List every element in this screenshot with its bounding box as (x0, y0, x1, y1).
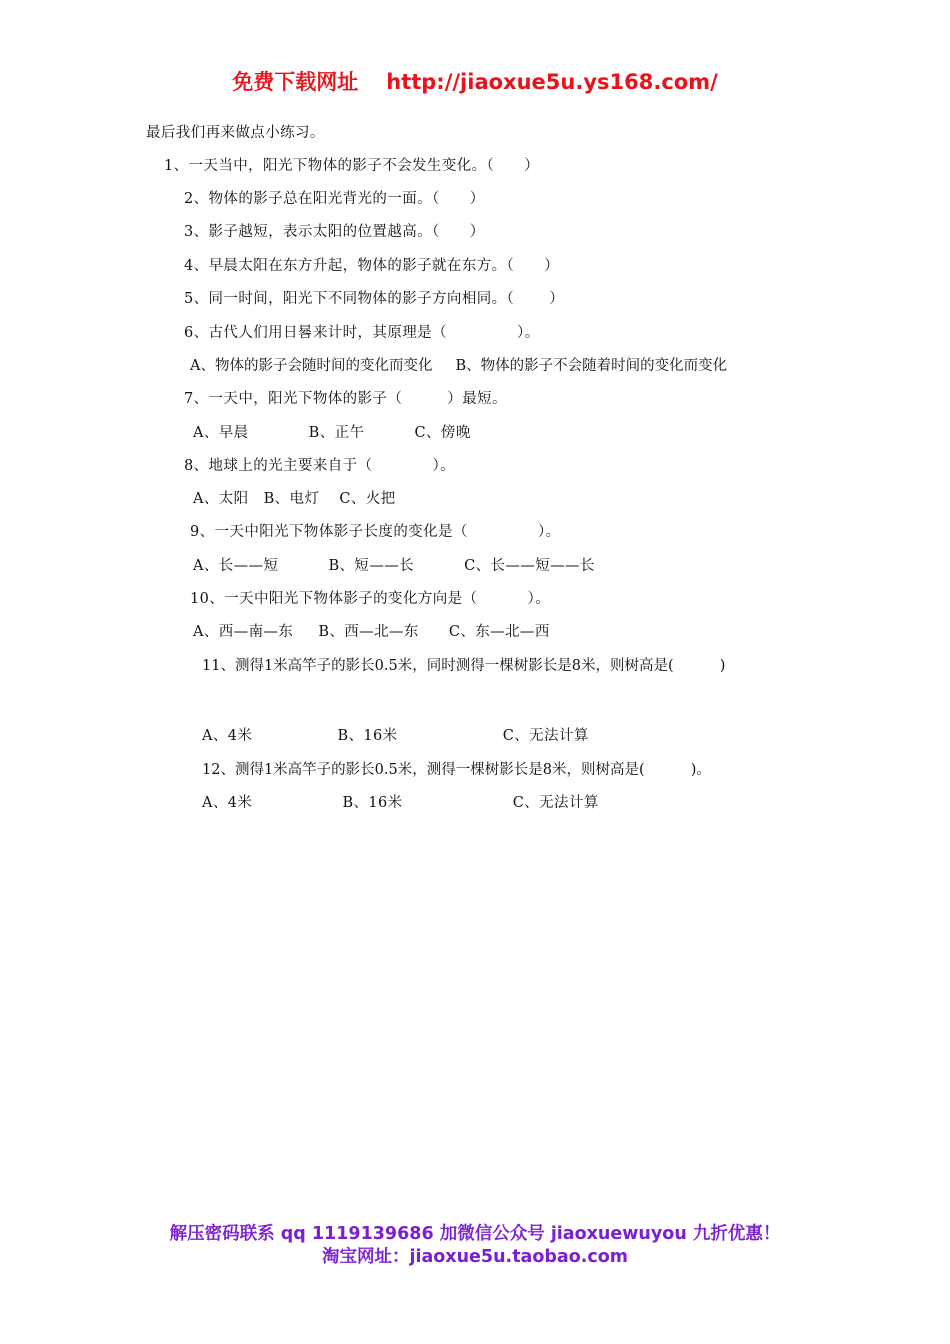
question-1: 1、一天当中，阳光下物体的影子不会发生变化。（ ） (164, 158, 540, 174)
question-11-options: A、4米 B、16米 C、无法计算 (202, 728, 589, 744)
question-9: 9、一天中阳光下物体影子长度的变化是（ ）。 (190, 524, 561, 540)
footer-contact: 解压密码联系 qq 1119139686 加微信公众号 jiaoxuewuyou 九折优惠！ (169, 1224, 781, 1244)
question-8: 8、地球上的光主要来自于（ ）。 (184, 458, 456, 474)
question-7: 7、一天中，阳光下物体的影子（ ）最短。 (184, 391, 507, 407)
question-7-options: A、早晨 B、正午 C、傍晚 (193, 425, 471, 441)
question-2: 2、物体的影子总在阳光背光的一面。（ ） (184, 191, 485, 207)
question-4: 4、早晨太阳在东方升起，物体的影子就在东方。（ ） (184, 258, 560, 274)
question-10: 10、一天中阳光下物体影子的变化方向是（ ）。 (190, 591, 551, 607)
header-text: 免费下载网址 (232, 70, 359, 94)
question-6-options: A、物体的影子会随时间的变化而变化 B、物体的影子不会随着时间的变化而变化 (190, 358, 728, 374)
header-banner (0, 66, 950, 96)
question-6: 6、古代人们用日晷来计时，其原理是（ ）。 (184, 325, 540, 341)
question-10-options: A、西—南—东 B、西—北—东 C、东—北—西 (193, 624, 550, 640)
question-12-options: A、4米 B、16米 C、无法计算 (202, 795, 599, 811)
footer-taobao-link[interactable]: 淘宝网址：jiaoxue5u.taobao.com (321, 1247, 629, 1267)
header-url-link[interactable]: http://jiaoxue5u.ys168.com/ (386, 70, 718, 94)
question-12: 12、测得1米高竿子的影长0.5米，测得一棵树影长是8米，则树高是( )。 (202, 762, 711, 778)
question-11: 11、测得1米高竿子的影长0.5米，同时测得一棵树影长是8米，则树高是( ) (202, 658, 726, 674)
question-8-options: A、太阳 B、电灯 C、火把 (193, 491, 396, 507)
intro-text: 最后我们再来做点小练习。 (146, 125, 325, 141)
question-3: 3、影子越短，表示太阳的位置越高。（ ） (184, 224, 485, 240)
question-5: 5、同一时间，阳光下不同物体的影子方向相同。（ ） (184, 291, 565, 307)
question-9-options: A、长——短 B、短——长 C、长——短——长 (193, 558, 595, 574)
